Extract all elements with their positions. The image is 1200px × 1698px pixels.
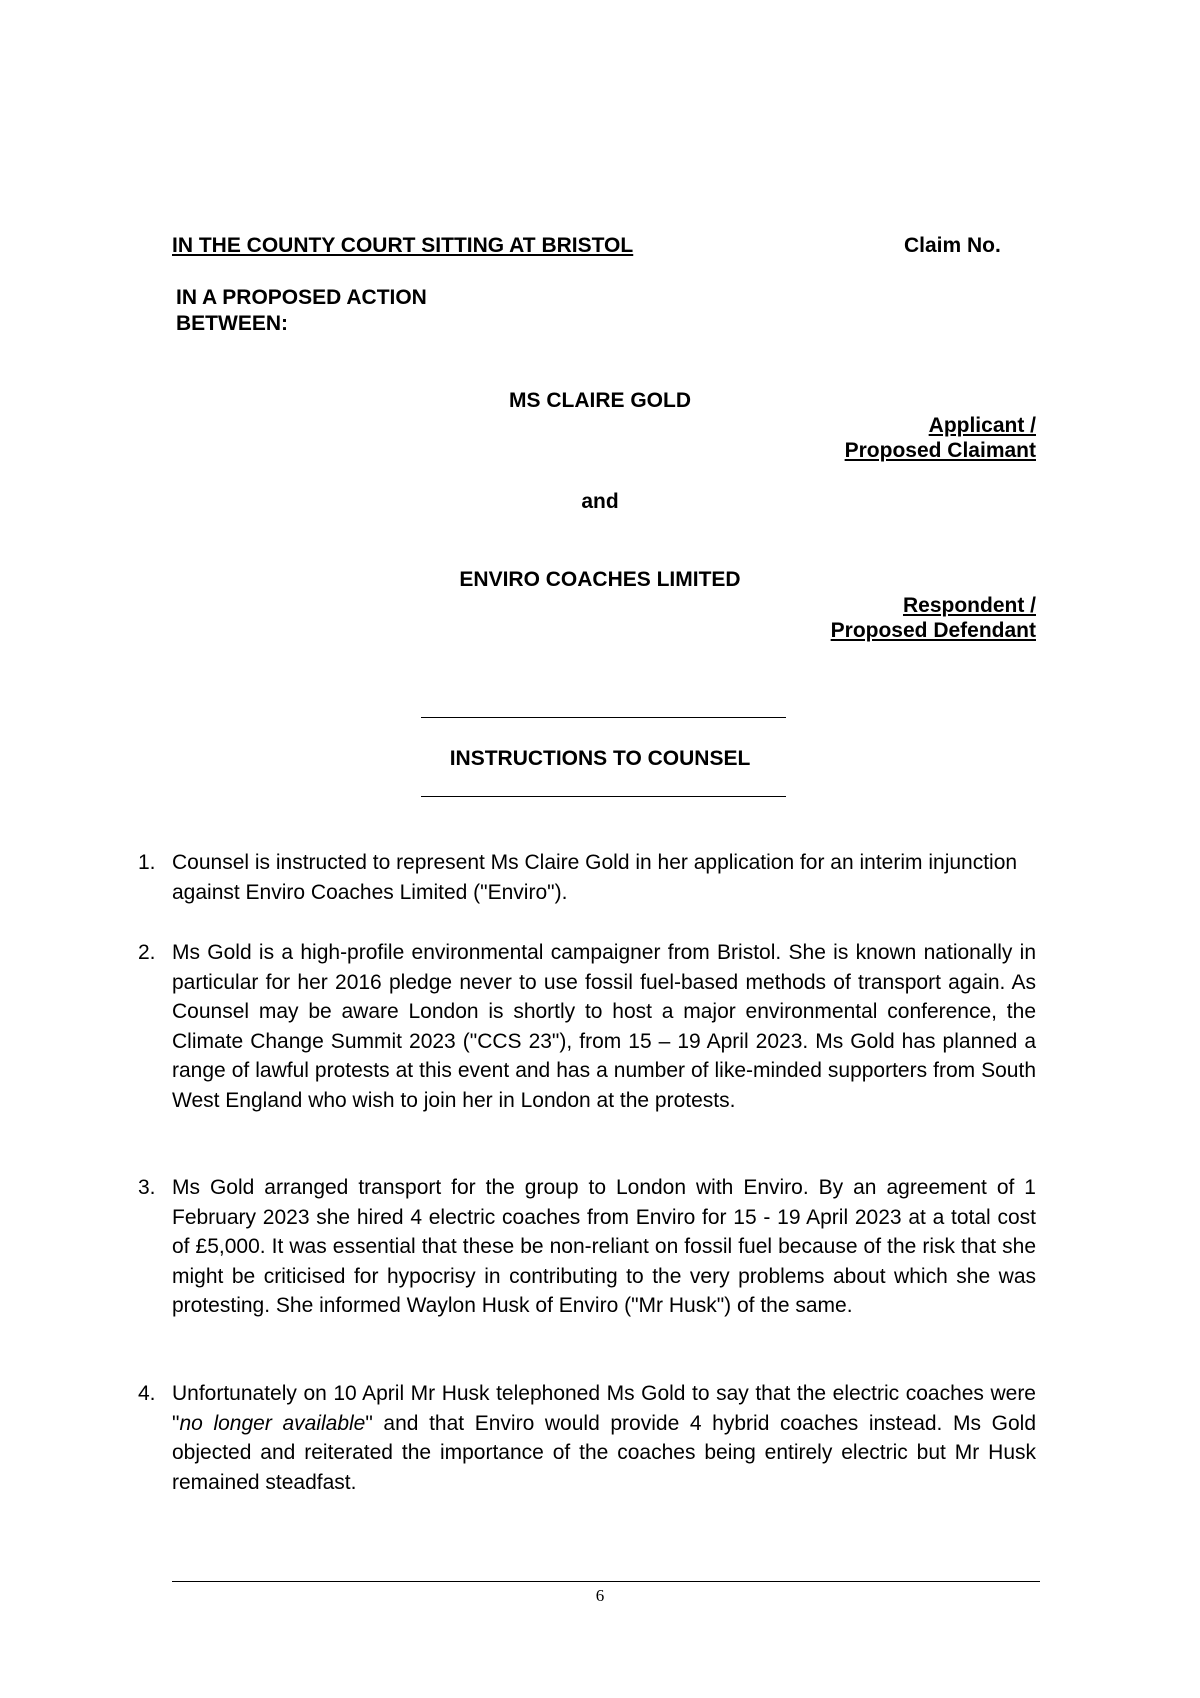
title-rule-top	[421, 717, 786, 718]
footer-rule	[172, 1581, 1040, 1582]
claimant-name: MS CLAIRE GOLD	[509, 389, 691, 412]
paragraph-number: 2.	[138, 941, 156, 964]
claimant-role-line-1: Applicant /	[928, 414, 1036, 437]
paragraph-3	[138, 1173, 1036, 1321]
quoted-text: no longer available	[179, 1411, 366, 1435]
defendant-name: ENVIRO COACHES LIMITED	[459, 568, 741, 591]
and-separator: and	[581, 490, 619, 513]
paragraph-text: Ms Gold is a high-profile environmental campaigner from Bristol. She is known nationally in particular for her 2016 pledge never to use fossil fuel-based methods of transport again. As Counsel may be aware London is shortly to host a major environmental conference, the Climate Change Summit 2023 ("CCS 23"), from 15 – 19 April 2023. Ms Gold has planned a range of lawful protests at this event and has a number of like-minded supporters from South West England who wish to join her in London at the protests.	[172, 941, 1036, 1112]
paragraph-text: Counsel is instructed to represent Ms Claire Gold in her application for an interim injunction against Enviro Coaches Limited ("Enviro").	[172, 851, 1018, 904]
claim-number-label: Claim No.	[904, 234, 1001, 257]
paragraph-text-after-quote: " and that Enviro would provide 4 hybrid coaches instead. Ms Gold objected and reiterated the importance of the coaches being entirely electric but Mr Husk remained steadfast.	[172, 1411, 1036, 1494]
paragraph-number: 3.	[138, 1176, 156, 1199]
claimant-role-line-2: Proposed Claimant	[844, 439, 1036, 462]
paragraph-text: Ms Gold arranged transport for the group to London with Enviro. By an agreement of 1 February 2023 she hired 4 electric coaches from Enviro for 15 - 19 April 2023 at a total cost of £5,000. It was essential that these be non-reliant on fossil fuel because of the risk that she might be criticised for hypocrisy in contributing to the very problems about which she was protesting. She informed Waylon Husk of Enviro ("Mr Husk") of the same.	[172, 1176, 1036, 1317]
paragraph-text	[172, 1379, 1036, 1497]
page-number: 6	[595, 1586, 605, 1605]
paragraph-1	[138, 848, 1036, 907]
paragraph-text-before-quote: Unfortunately on 10 April Mr Husk telephoned Ms Gold to say that the electric coaches were "	[172, 1382, 1036, 1435]
paragraph-number: 1.	[138, 851, 156, 874]
title-rule-bottom	[421, 796, 786, 797]
paragraph-number: 4.	[138, 1382, 156, 1405]
document-title: INSTRUCTIONS TO COUNSEL	[449, 747, 751, 770]
proposed-action-label: IN A PROPOSED ACTION	[176, 286, 427, 309]
between-label: BETWEEN:	[176, 312, 288, 335]
paragraph-2	[138, 938, 1036, 1115]
defendant-role-line-2: Proposed Defendant	[830, 619, 1036, 642]
defendant-role-line-1: Respondent /	[902, 594, 1036, 617]
paragraph-4	[138, 1379, 1036, 1497]
court-heading: IN THE COUNTY COURT SITTING AT BRISTOL	[172, 234, 634, 257]
